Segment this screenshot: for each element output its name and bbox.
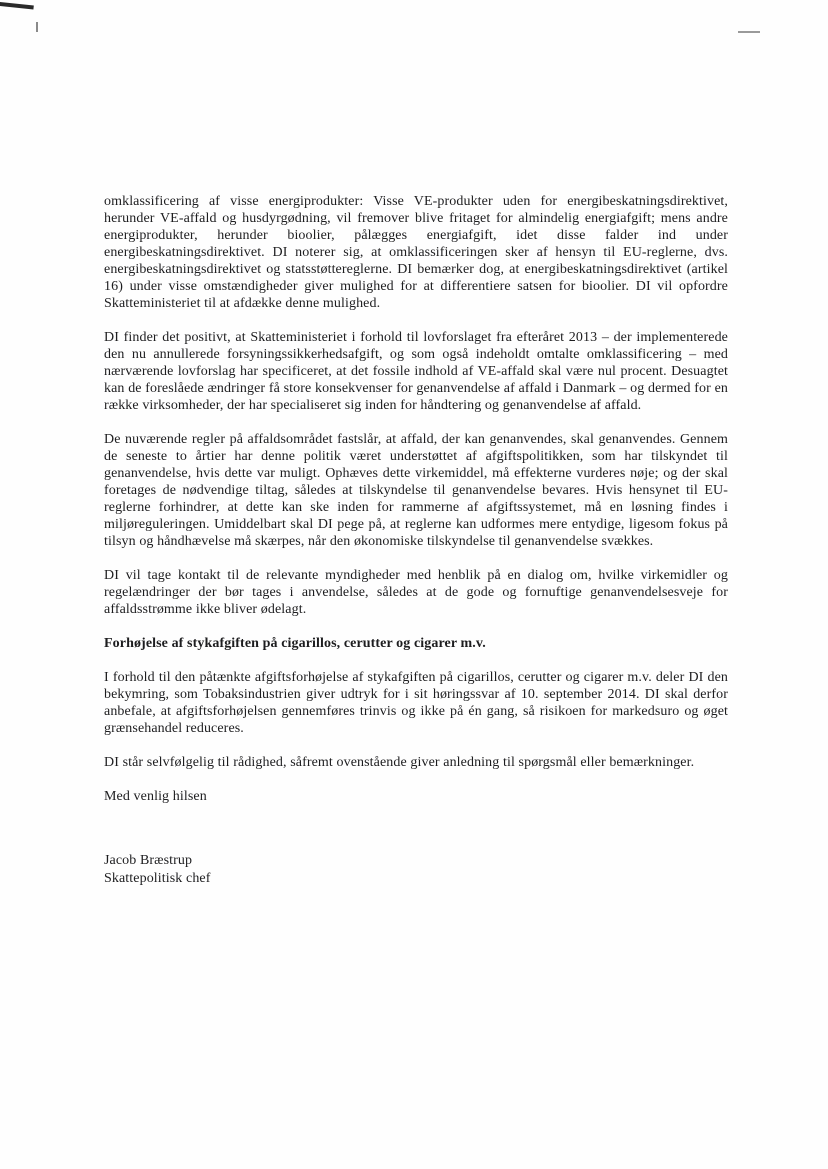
paragraph-dialog: DI vil tage kontakt til de relevante myndigheder med henblik på en dialog om, hvilke virkemidler og regelændringer der bør tages i anvendelse, således at de gode og fornuftige genanvendelsesveje for affaldsstrømme ikke bliver ødelagt. (104, 568, 728, 617)
scan-artifact-top-right (738, 31, 760, 33)
letter-body (104, 193, 728, 888)
paragraph-lovforslag: DI finder det positivt, at Skatteministeriet i forhold til lovforslaget fra efteråret 2013 – der implementerede den nu annullerede forsyningssikkerhedsafgift, og som også indeholdt omtalte omklassificering – med nærværende lovforslag har specificeret, at det fossile indhold af VE-affald skal være nul procent. Desuagtet kan de foreslåede ændringer få store konsekvenser for genanvendelse af affald i Danmark – og dermed for en række virksomheder, der har specialiseret sig inden for håndtering og genanvendelse af affald. (104, 330, 728, 413)
paragraph-afslutning: DI står selvfølgelig til rådighed, såfremt ovenstående giver anledning til spørgsmål eller bemærkninger. (104, 755, 695, 770)
paragraph-affaldsregler: De nuværende regler på affaldsområdet fastslår, at affald, der kan genanvendes, skal genanvendes. Gennem de seneste to årtier har denne politik været understøttet af afgiftspolitikken, som har tilskyndet til genanvendelse, hvis dette var muligt. Ophæves dette virkemiddel, må effekterne vurderes nøje; og der skal foretages de nødvendige tiltag, således at tilskyndelse til genanvendelse bevares. Hvis hensynet til EU-reglerne forhindrer, at dette kan ske inden for rammerne af afgiftssystemet, må en løsning findes i miljøreguleringen. Umiddelbart skal DI pege på, at reglerne kan udformes mere entydige, ligesom fokus på tilsyn og håndhævelse må skærpes, når den økonomiske tilskyndelse til genanvendelse svækkes. (104, 432, 728, 549)
scan-artifact-left-tick (36, 22, 38, 32)
signature-name: Jacob Bræstrup (104, 853, 193, 868)
scan-artifact-top-left (0, 2, 34, 10)
signature-title: Skattepolitisk chef (104, 871, 211, 886)
paragraph-afgiftsforhoejelse: I forhold til den påtænkte afgiftsforhøjelse af stykafgiften på cigarillos, cerutter og cigarer m.v. deler DI den bekymring, som Tobaksindustrien giver udtryk for i sit høringssvar af 10. september 2014. DI skal derfor anbefale, at afgiftsforhøjelsen gennemføres trinvis og ikke på én gang, så risikoen for markedsuro og øget grænsehandel reduceres. (104, 670, 728, 736)
section-heading-stykafgift: Forhøjelse af stykafgiften på cigarillos, cerutter og cigarer m.v. (104, 636, 486, 651)
signature-block (104, 852, 728, 888)
paragraph-omklassificering: omklassificering af visse energiprodukter: Visse VE-produkter uden for energibeskatningsdirektivet, herunder VE-affald og husdyrgødning, vil fremover blive fritaget for almindelig energiafgift; mens andre energiprodukter, herunder bioolier, pålægges energiafgift, idet disse falder ind under energibeskatningsdirektivet. DI noterer sig, at omklassificeringen sker af hensyn til EU-reglerne, dvs. energibeskatningsdirektivet og statsstøttereglerne. DI bemærker dog, at energibeskatningsdirektivet (artikel 16) under visse omstændigheder giver mulighed for at differentiere satsen for bioolier. DI vil opfordre Skatteministeriet til at afdække denne mulighed. (104, 194, 728, 311)
closing-salutation: Med venlig hilsen (104, 789, 207, 804)
